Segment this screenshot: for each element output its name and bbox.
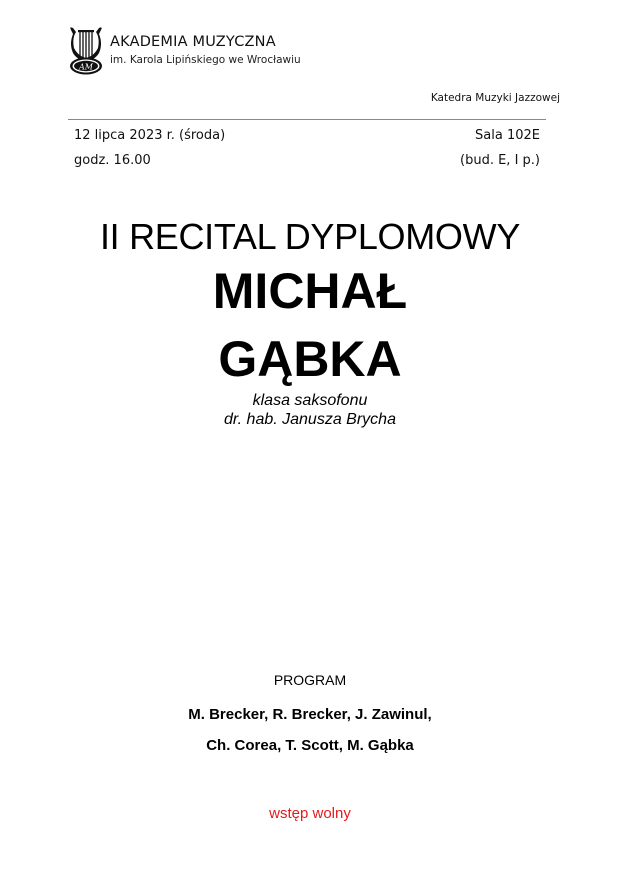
institution-subtitle: im. Karola Lipińskiego we Wrocławiu (110, 54, 301, 66)
performer-first-name: MICHAŁ (212, 263, 408, 319)
event-time: godz. 16.00 (74, 153, 151, 168)
svg-text:AM: AM (79, 62, 93, 72)
teacher-name: dr. hab. Janusza Brycha (224, 411, 396, 428)
performer-last-name: GĄBKA (218, 331, 402, 387)
free-entry-note: wstęp wolny (269, 805, 351, 822)
composers-line-1: M. Brecker, R. Brecker, J. Zawinul, (188, 706, 432, 723)
event-building: (bud. E, I p.) (460, 153, 540, 168)
program-heading: PROGRAM (273, 672, 347, 688)
recital-title: II RECITAL DYPLOMOWY (99, 216, 521, 257)
department: Katedra Muzyki Jazzowej (430, 92, 560, 104)
lyre-icon (68, 26, 104, 76)
composers-line-2: Ch. Corea, T. Scott, M. Gąbka (206, 737, 414, 754)
event-date: 12 lipca 2023 r. (środa) (74, 128, 226, 143)
class-line: klasa saksofonu (252, 392, 368, 409)
event-room: Sala 102E (475, 128, 540, 143)
institution-name: AKADEMIA MUZYCZNA (110, 34, 276, 50)
header-divider (68, 119, 546, 120)
